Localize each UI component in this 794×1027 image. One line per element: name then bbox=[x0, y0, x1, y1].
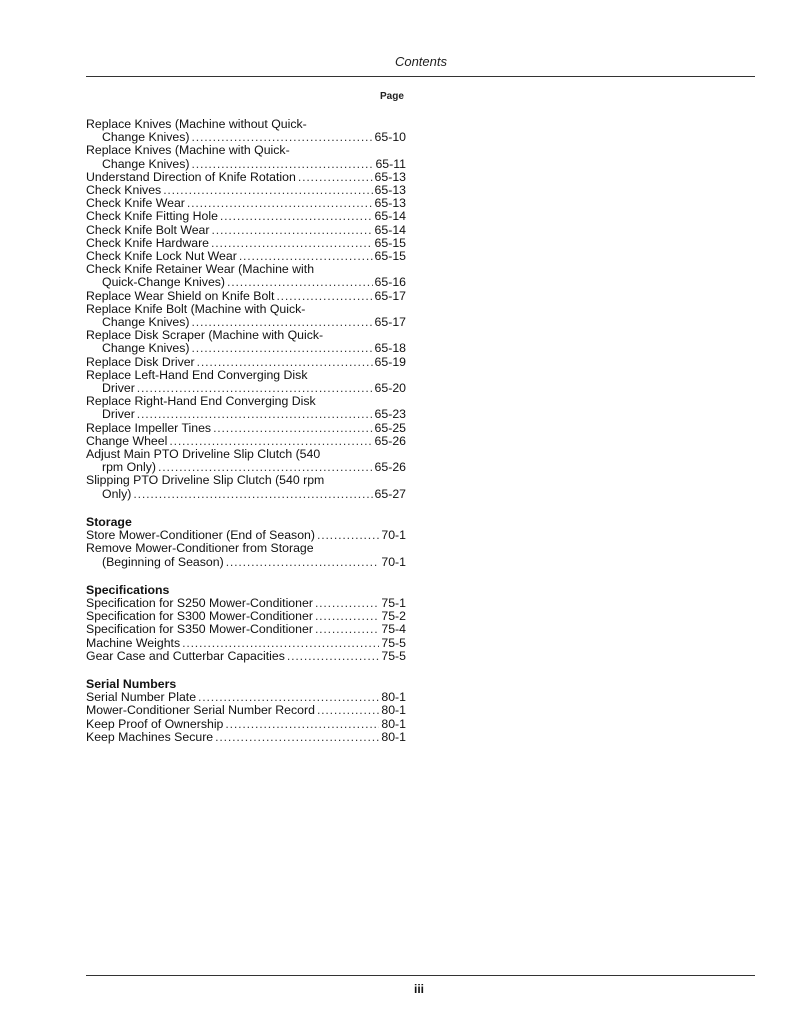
toc-entry-title: Specification for S300 Mower-Conditioner bbox=[86, 609, 313, 624]
toc-entry-title: Check Knife Hardware bbox=[86, 235, 210, 250]
toc-entry-title: Replace Impeller Tines bbox=[86, 420, 212, 435]
toc-entry bbox=[86, 224, 406, 237]
toc-entry-line bbox=[86, 408, 406, 421]
dot-leader bbox=[317, 529, 379, 542]
toc-page-number: 65-26 bbox=[374, 460, 406, 475]
toc-page-number: 65-17 bbox=[374, 288, 406, 303]
toc-entry bbox=[86, 210, 406, 223]
toc-entry-title: Change Knives) bbox=[102, 315, 190, 330]
toc-entry-title: Specification for S350 Mower-Conditioner bbox=[86, 622, 313, 637]
toc-entry-title: Specification for S250 Mower-Conditioner bbox=[86, 595, 313, 610]
toc-page-number: 70-1 bbox=[381, 528, 406, 543]
toc-entry-title: (Beginning of Season) bbox=[102, 554, 224, 569]
toc-page-number: 65-26 bbox=[374, 433, 406, 448]
toc-entry bbox=[86, 650, 406, 663]
page-column-label: Page bbox=[380, 91, 404, 102]
toc-entry-line bbox=[86, 290, 406, 303]
toc-entry-title: Check Knives bbox=[86, 183, 162, 198]
toc-entry-line bbox=[86, 488, 406, 501]
toc-page-number: 65-23 bbox=[374, 407, 406, 422]
toc-section bbox=[86, 516, 406, 569]
toc-entry bbox=[86, 731, 406, 744]
toc-entry bbox=[86, 290, 406, 303]
toc-section-heading: Specifications bbox=[86, 582, 170, 597]
toc-entry bbox=[86, 144, 406, 170]
toc-page-number: 65-16 bbox=[374, 275, 406, 290]
toc-entry-title: Store Mower-Conditioner (End of Season) bbox=[86, 528, 315, 543]
toc-entry-line bbox=[86, 650, 406, 663]
toc-entry-line bbox=[86, 224, 406, 237]
toc-entry-title: Serial Number Plate bbox=[86, 690, 197, 705]
dot-leader bbox=[315, 610, 379, 623]
toc-entry bbox=[86, 395, 406, 421]
toc-page-number: 80-1 bbox=[381, 729, 406, 744]
toc-entry bbox=[86, 329, 406, 355]
toc-page-number: 75-1 bbox=[381, 595, 406, 610]
toc-entry-title: Remove Mower-Conditioner from Storage bbox=[86, 541, 314, 556]
toc-page-number: 65-27 bbox=[374, 486, 406, 501]
toc-page-number: 65-11 bbox=[375, 156, 406, 171]
toc-entry-line bbox=[86, 542, 406, 555]
toc-page-number: 80-1 bbox=[381, 703, 406, 718]
table-of-contents bbox=[86, 118, 406, 744]
toc-page-number: 65-10 bbox=[374, 130, 406, 145]
toc-page-number: 65-25 bbox=[374, 420, 406, 435]
toc-page-number: 75-5 bbox=[381, 635, 406, 650]
dot-leader bbox=[197, 356, 373, 369]
toc-entry-title: Driver bbox=[102, 381, 135, 396]
toc-entry bbox=[86, 369, 406, 395]
toc-entry-title: Replace Right-Hand End Converging Disk bbox=[86, 394, 316, 409]
page-header-title: Contents bbox=[394, 54, 447, 69]
toc-page-number: 75-2 bbox=[381, 609, 406, 624]
toc-entry-title: Check Knife Fitting Hole bbox=[86, 209, 218, 224]
toc-entry-title: Machine Weights bbox=[86, 635, 181, 650]
toc-entry bbox=[86, 303, 406, 329]
dot-leader bbox=[163, 184, 372, 197]
toc-entry-line bbox=[86, 144, 406, 157]
toc-entry-line bbox=[86, 474, 406, 487]
toc-entry-line bbox=[86, 637, 406, 650]
toc-entry bbox=[86, 542, 406, 568]
toc-page-number: 75-5 bbox=[381, 648, 406, 663]
toc-entry-title: Replace Disk Driver bbox=[86, 354, 195, 369]
header-rule bbox=[86, 76, 755, 77]
toc-entry bbox=[86, 623, 406, 636]
toc-page-number: 65-14 bbox=[374, 209, 406, 224]
toc-entry-line bbox=[86, 556, 406, 569]
toc-entry-line bbox=[86, 704, 406, 717]
dot-leader bbox=[213, 422, 372, 435]
dot-leader bbox=[133, 488, 372, 501]
toc-page-number: 65-15 bbox=[374, 235, 406, 250]
toc-entry bbox=[86, 118, 406, 144]
toc-entry-title: Adjust Main PTO Driveline Slip Clutch (540 bbox=[86, 447, 321, 462]
toc-section-heading: Storage bbox=[86, 514, 132, 529]
toc-entry-line bbox=[86, 342, 406, 355]
dot-leader bbox=[211, 224, 372, 237]
toc-entry bbox=[86, 356, 406, 369]
toc-entry-line bbox=[86, 210, 406, 223]
toc-entry bbox=[86, 474, 406, 500]
toc-entry-title: Check Knife Bolt Wear bbox=[86, 222, 210, 237]
toc-entry-title: Change Knives) bbox=[102, 156, 190, 171]
toc-section bbox=[86, 678, 406, 744]
dot-leader bbox=[137, 408, 373, 421]
toc-page-number: 65-18 bbox=[374, 341, 406, 356]
toc-entry-title: Keep Proof of Ownership bbox=[86, 716, 224, 731]
toc-entry-line bbox=[86, 276, 406, 289]
dot-leader bbox=[287, 650, 379, 663]
dot-leader bbox=[317, 704, 379, 717]
toc-entry-title: Check Knife Wear bbox=[86, 196, 185, 211]
toc-page-number: 65-20 bbox=[374, 381, 406, 396]
toc-section bbox=[86, 584, 406, 663]
toc-entry-title: Change Knives) bbox=[102, 341, 190, 356]
page-folio: iii bbox=[414, 982, 425, 996]
toc-entry-line bbox=[86, 422, 406, 435]
dot-leader bbox=[298, 171, 373, 184]
dot-leader bbox=[227, 276, 373, 289]
toc-page-number: 65-14 bbox=[374, 222, 406, 237]
toc-page-number: 80-1 bbox=[381, 690, 406, 705]
toc-entry-title: Quick-Change Knives) bbox=[102, 275, 226, 290]
toc-entry-title: Understand Direction of Knife Rotation bbox=[86, 169, 296, 184]
toc-entry-title: Mower-Conditioner Serial Number Record bbox=[86, 703, 315, 718]
toc-page-number: 65-15 bbox=[374, 249, 406, 264]
toc-entry-title: Gear Case and Cutterbar Capacities bbox=[86, 648, 285, 663]
dot-leader bbox=[220, 210, 373, 223]
toc-entry bbox=[86, 422, 406, 435]
dot-leader bbox=[225, 718, 379, 731]
toc-entry-title: Check Knife Retainer Wear (Machine with bbox=[86, 262, 315, 277]
dot-leader bbox=[215, 731, 379, 744]
toc-entry-title: Driver bbox=[102, 407, 135, 422]
dot-leader bbox=[315, 597, 379, 610]
toc-entry-title: Change Knives) bbox=[102, 130, 190, 145]
toc-entry-line bbox=[86, 158, 406, 171]
toc-section-heading: Serial Numbers bbox=[86, 676, 177, 691]
toc-page-number: 75-4 bbox=[381, 622, 406, 637]
toc-entry-title: Only) bbox=[102, 486, 132, 501]
dot-leader bbox=[192, 342, 373, 355]
toc-entry-title: rpm Only) bbox=[102, 460, 156, 475]
dot-leader bbox=[192, 158, 374, 171]
toc-page-number: 65-13 bbox=[374, 169, 406, 184]
dot-leader bbox=[276, 290, 372, 303]
toc-entry-title: Replace Disk Scraper (Machine with Quick- bbox=[86, 328, 324, 343]
toc-page-number: 70-1 bbox=[381, 554, 406, 569]
toc-entry-title: Slipping PTO Driveline Slip Clutch (540 rpm bbox=[86, 473, 325, 488]
toc-entry bbox=[86, 263, 406, 289]
toc-entry-title: Replace Left-Hand End Converging Disk bbox=[86, 367, 308, 382]
toc-entry-line bbox=[86, 731, 406, 744]
toc-page-number: 65-13 bbox=[374, 183, 406, 198]
toc-entry-title: Change Wheel bbox=[86, 433, 168, 448]
toc-entry-title: Replace Knife Bolt (Machine with Quick- bbox=[86, 301, 306, 316]
toc-entry-line bbox=[86, 623, 406, 636]
toc-entry-line bbox=[86, 356, 406, 369]
toc-entry bbox=[86, 718, 406, 731]
toc-entry bbox=[86, 448, 406, 474]
toc-page-number: 65-19 bbox=[374, 354, 406, 369]
toc-entry-title: Keep Machines Secure bbox=[86, 729, 214, 744]
footer-rule bbox=[86, 975, 755, 976]
toc-entry bbox=[86, 704, 406, 717]
toc-entry-line bbox=[86, 718, 406, 731]
toc-page-number: 65-13 bbox=[374, 196, 406, 211]
toc-entry bbox=[86, 637, 406, 650]
toc-entry-title: Replace Knives (Machine with Quick- bbox=[86, 143, 290, 158]
toc-page-number: 65-17 bbox=[374, 315, 406, 330]
toc-entry-title: Check Knife Lock Nut Wear bbox=[86, 249, 237, 264]
dot-leader bbox=[226, 556, 380, 569]
dot-leader bbox=[182, 637, 379, 650]
toc-entry-title: Replace Knives (Machine without Quick- bbox=[86, 117, 307, 131]
dot-leader bbox=[315, 623, 379, 636]
toc-page-number: 80-1 bbox=[381, 716, 406, 731]
toc-entry-title: Replace Wear Shield on Knife Bolt bbox=[86, 288, 275, 303]
